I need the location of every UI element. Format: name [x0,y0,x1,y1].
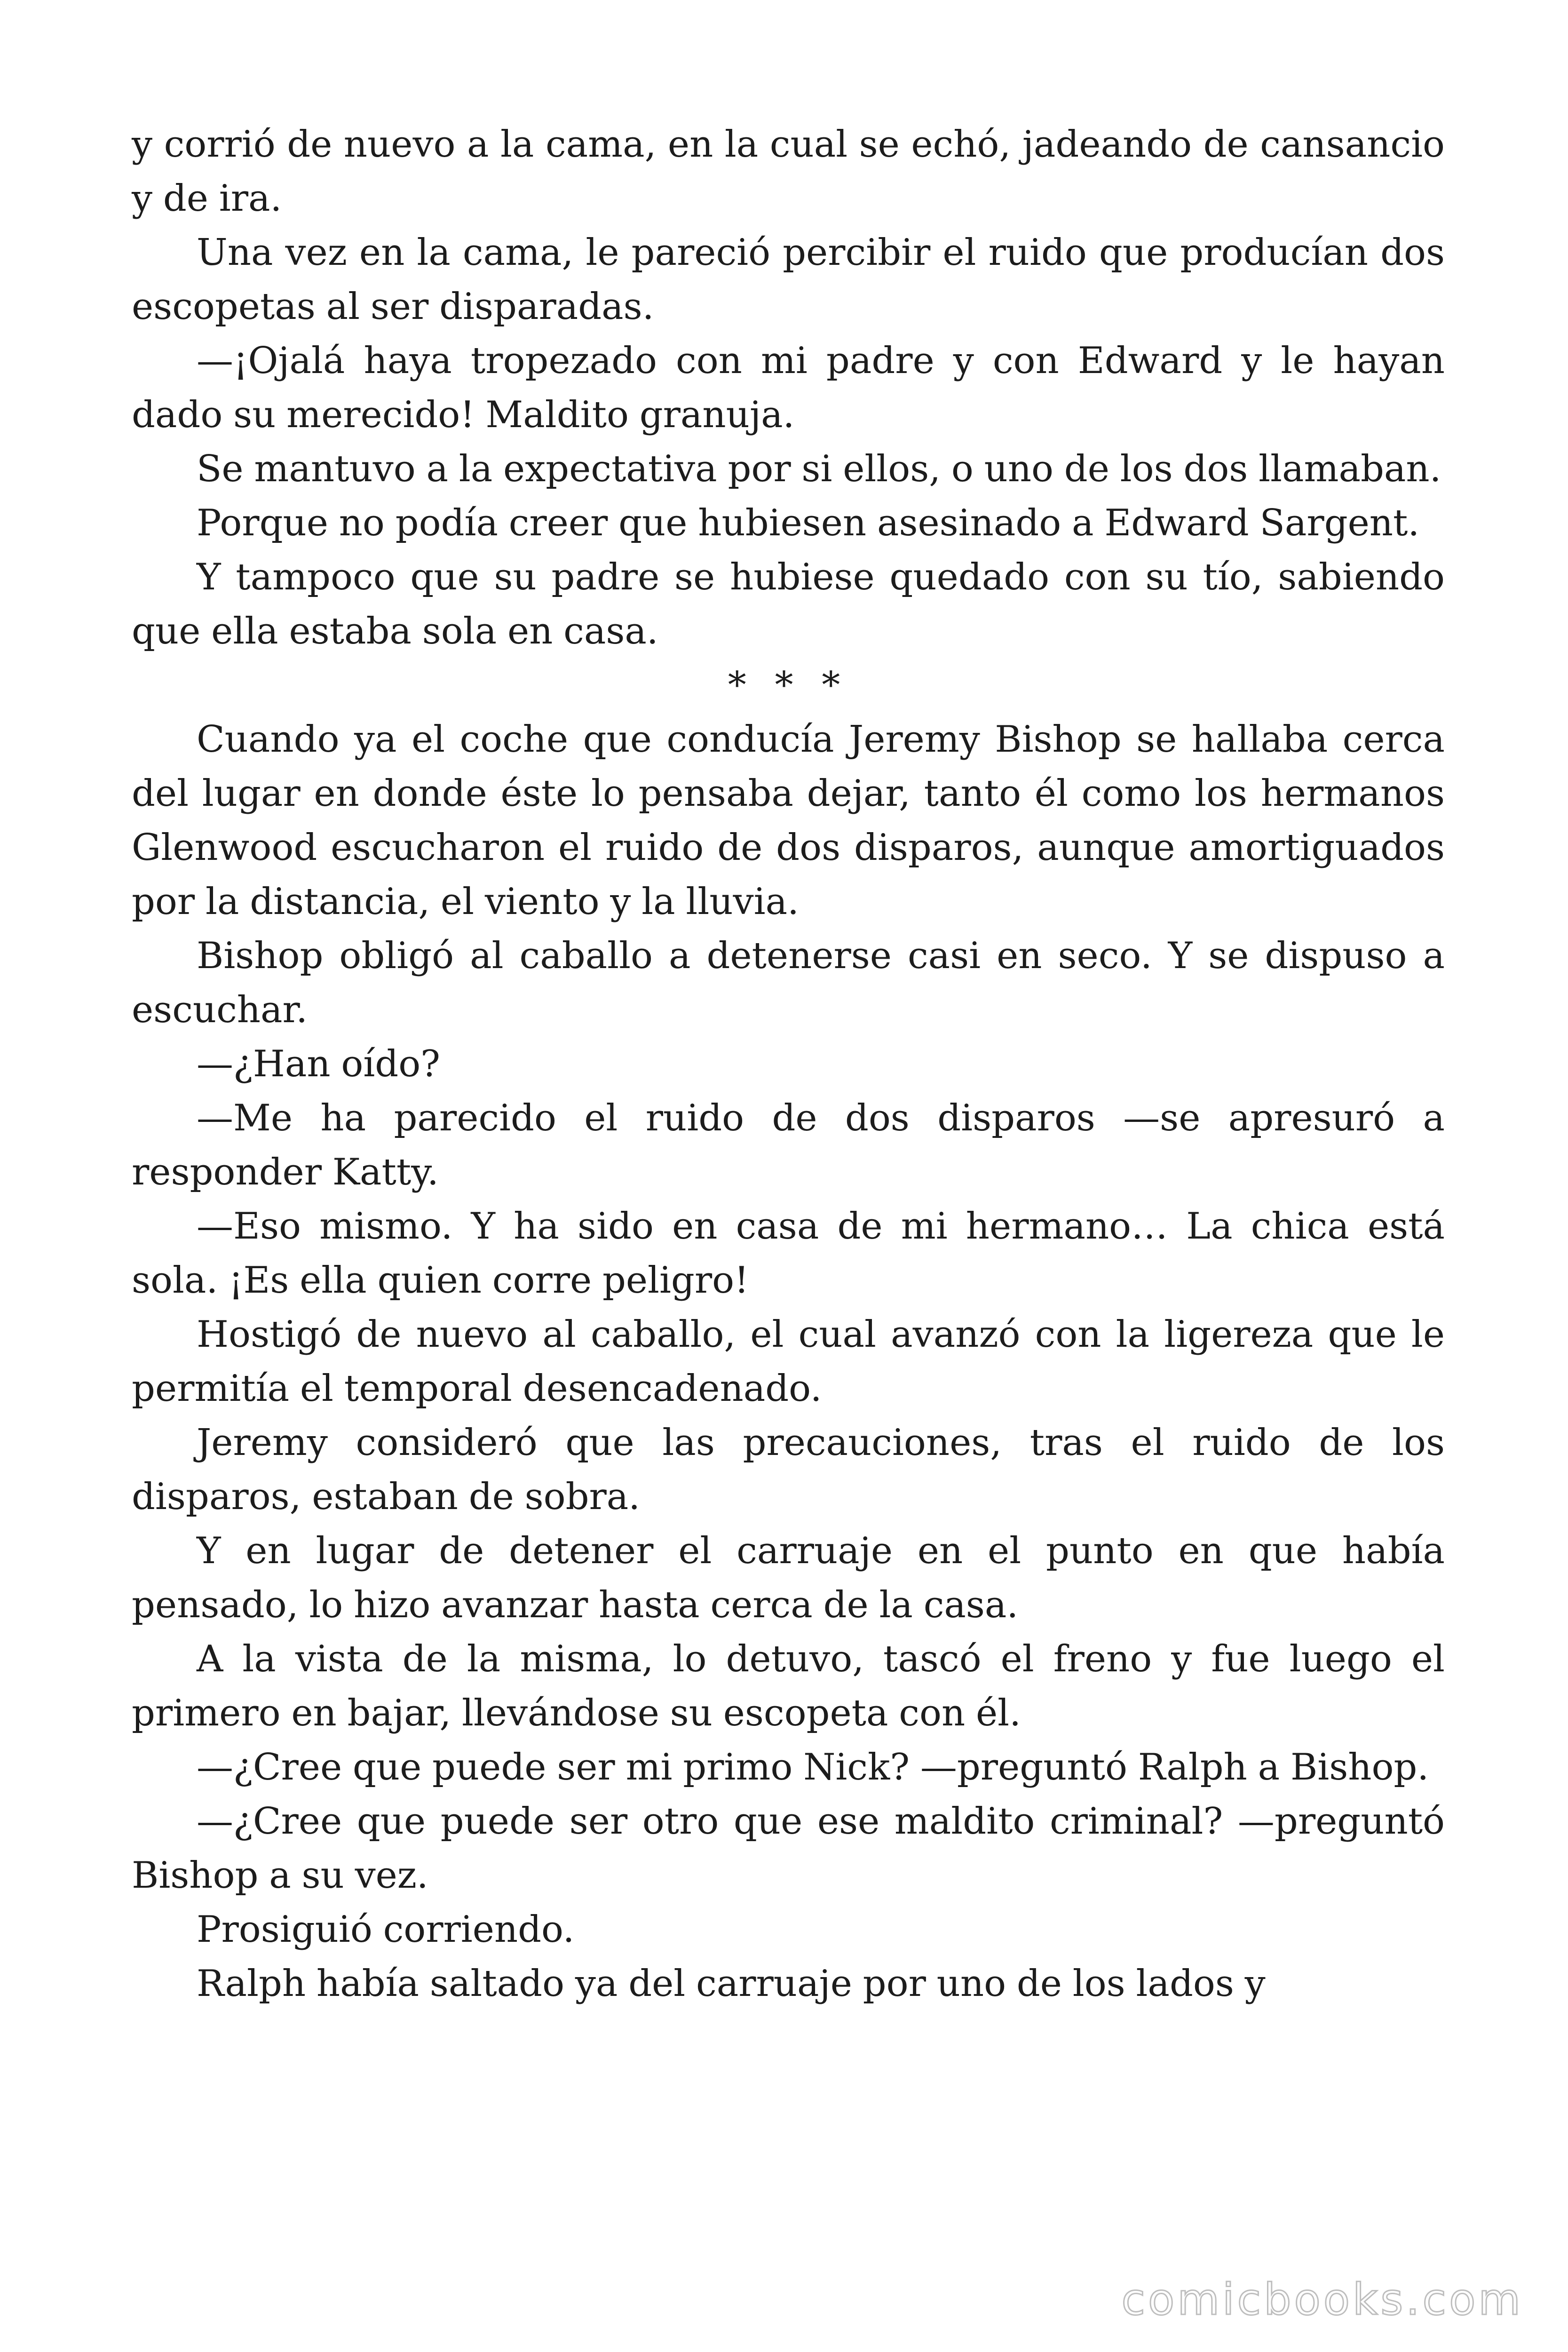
paragraph: —¿Cree que puede ser otro que ese maldito criminal? —preguntó Bishop a su vez. [132,1800,1445,1897]
paragraph: Bishop obligó al caballo a detenerse casi en seco. Y se dispuso a escuchar. [132,935,1445,1031]
paragraph: y corrió de nuevo a la cama, en la cual se echó, jadeando de cansancio y de ira. [132,123,1445,220]
paragraph: Porque no podía creer que hubiesen asesinado a Edward Sargent. [197,502,1420,544]
book-page [132,118,1445,2011]
paragraph: Hostigó de nuevo al caballo, el cual avanzó con la ligereza que le permitía el temporal desencadenado. [132,1313,1445,1410]
watermark-logo: comicbooks.com [1121,2274,1523,2325]
paragraph: Ralph había saltado ya del carruaje por uno de los lados y [197,1963,1266,2005]
paragraph: A la vista de la misma, lo detuvo, tascó el freno y fue luego el primero en bajar, llevándose su escopeta con él. [132,1638,1445,1734]
paragraph: Se mantuvo a la expectativa por si ellos, o uno de los dos llamaban. [197,448,1441,490]
paragraph: Cuando ya el coche que conducía Jeremy Bishop se hallaba cerca del lugar en donde éste lo pensaba dejar, tanto él como los hermanos Glenwood escucharon el ruido de dos disparos, aunque amortiguados por la distancia, el viento y la lluvia. [132,718,1445,923]
paragraph: —¡Ojalá haya tropezado con mi padre y con Edward y le hayan dado su merecido! Maldito granuja. [132,340,1445,436]
scene-break-separator: * * * [728,664,849,707]
paragraph: Una vez en la cama, le pareció percibir el ruido que producían dos escopetas al ser disparadas. [132,231,1445,328]
paragraph: Y tampoco que su padre se hubiese quedado con su tío, sabiendo que ella estaba sola en casa. [132,556,1445,652]
paragraph: —¿Han oído? [197,1043,440,1085]
paragraph: —Eso mismo. Y ha sido en casa de mi hermano… La chica está sola. ¡Es ella quien corre peligro! [132,1205,1445,1302]
paragraph: —Me ha parecido el ruido de dos disparos —se apresuró a responder Katty. [132,1097,1445,1193]
paragraph: Jeremy consideró que las precauciones, tras el ruido de los disparos, estaban de sobra. [132,1422,1445,1518]
paragraph: —¿Cree que puede ser mi primo Nick? —preguntó Ralph a Bishop. [197,1746,1429,1788]
paragraph: Y en lugar de detener el carruaje en el punto en que había pensado, lo hizo avanzar hasta cerca de la casa. [132,1530,1445,1626]
paragraph: Prosiguió corriendo. [197,1908,575,1951]
